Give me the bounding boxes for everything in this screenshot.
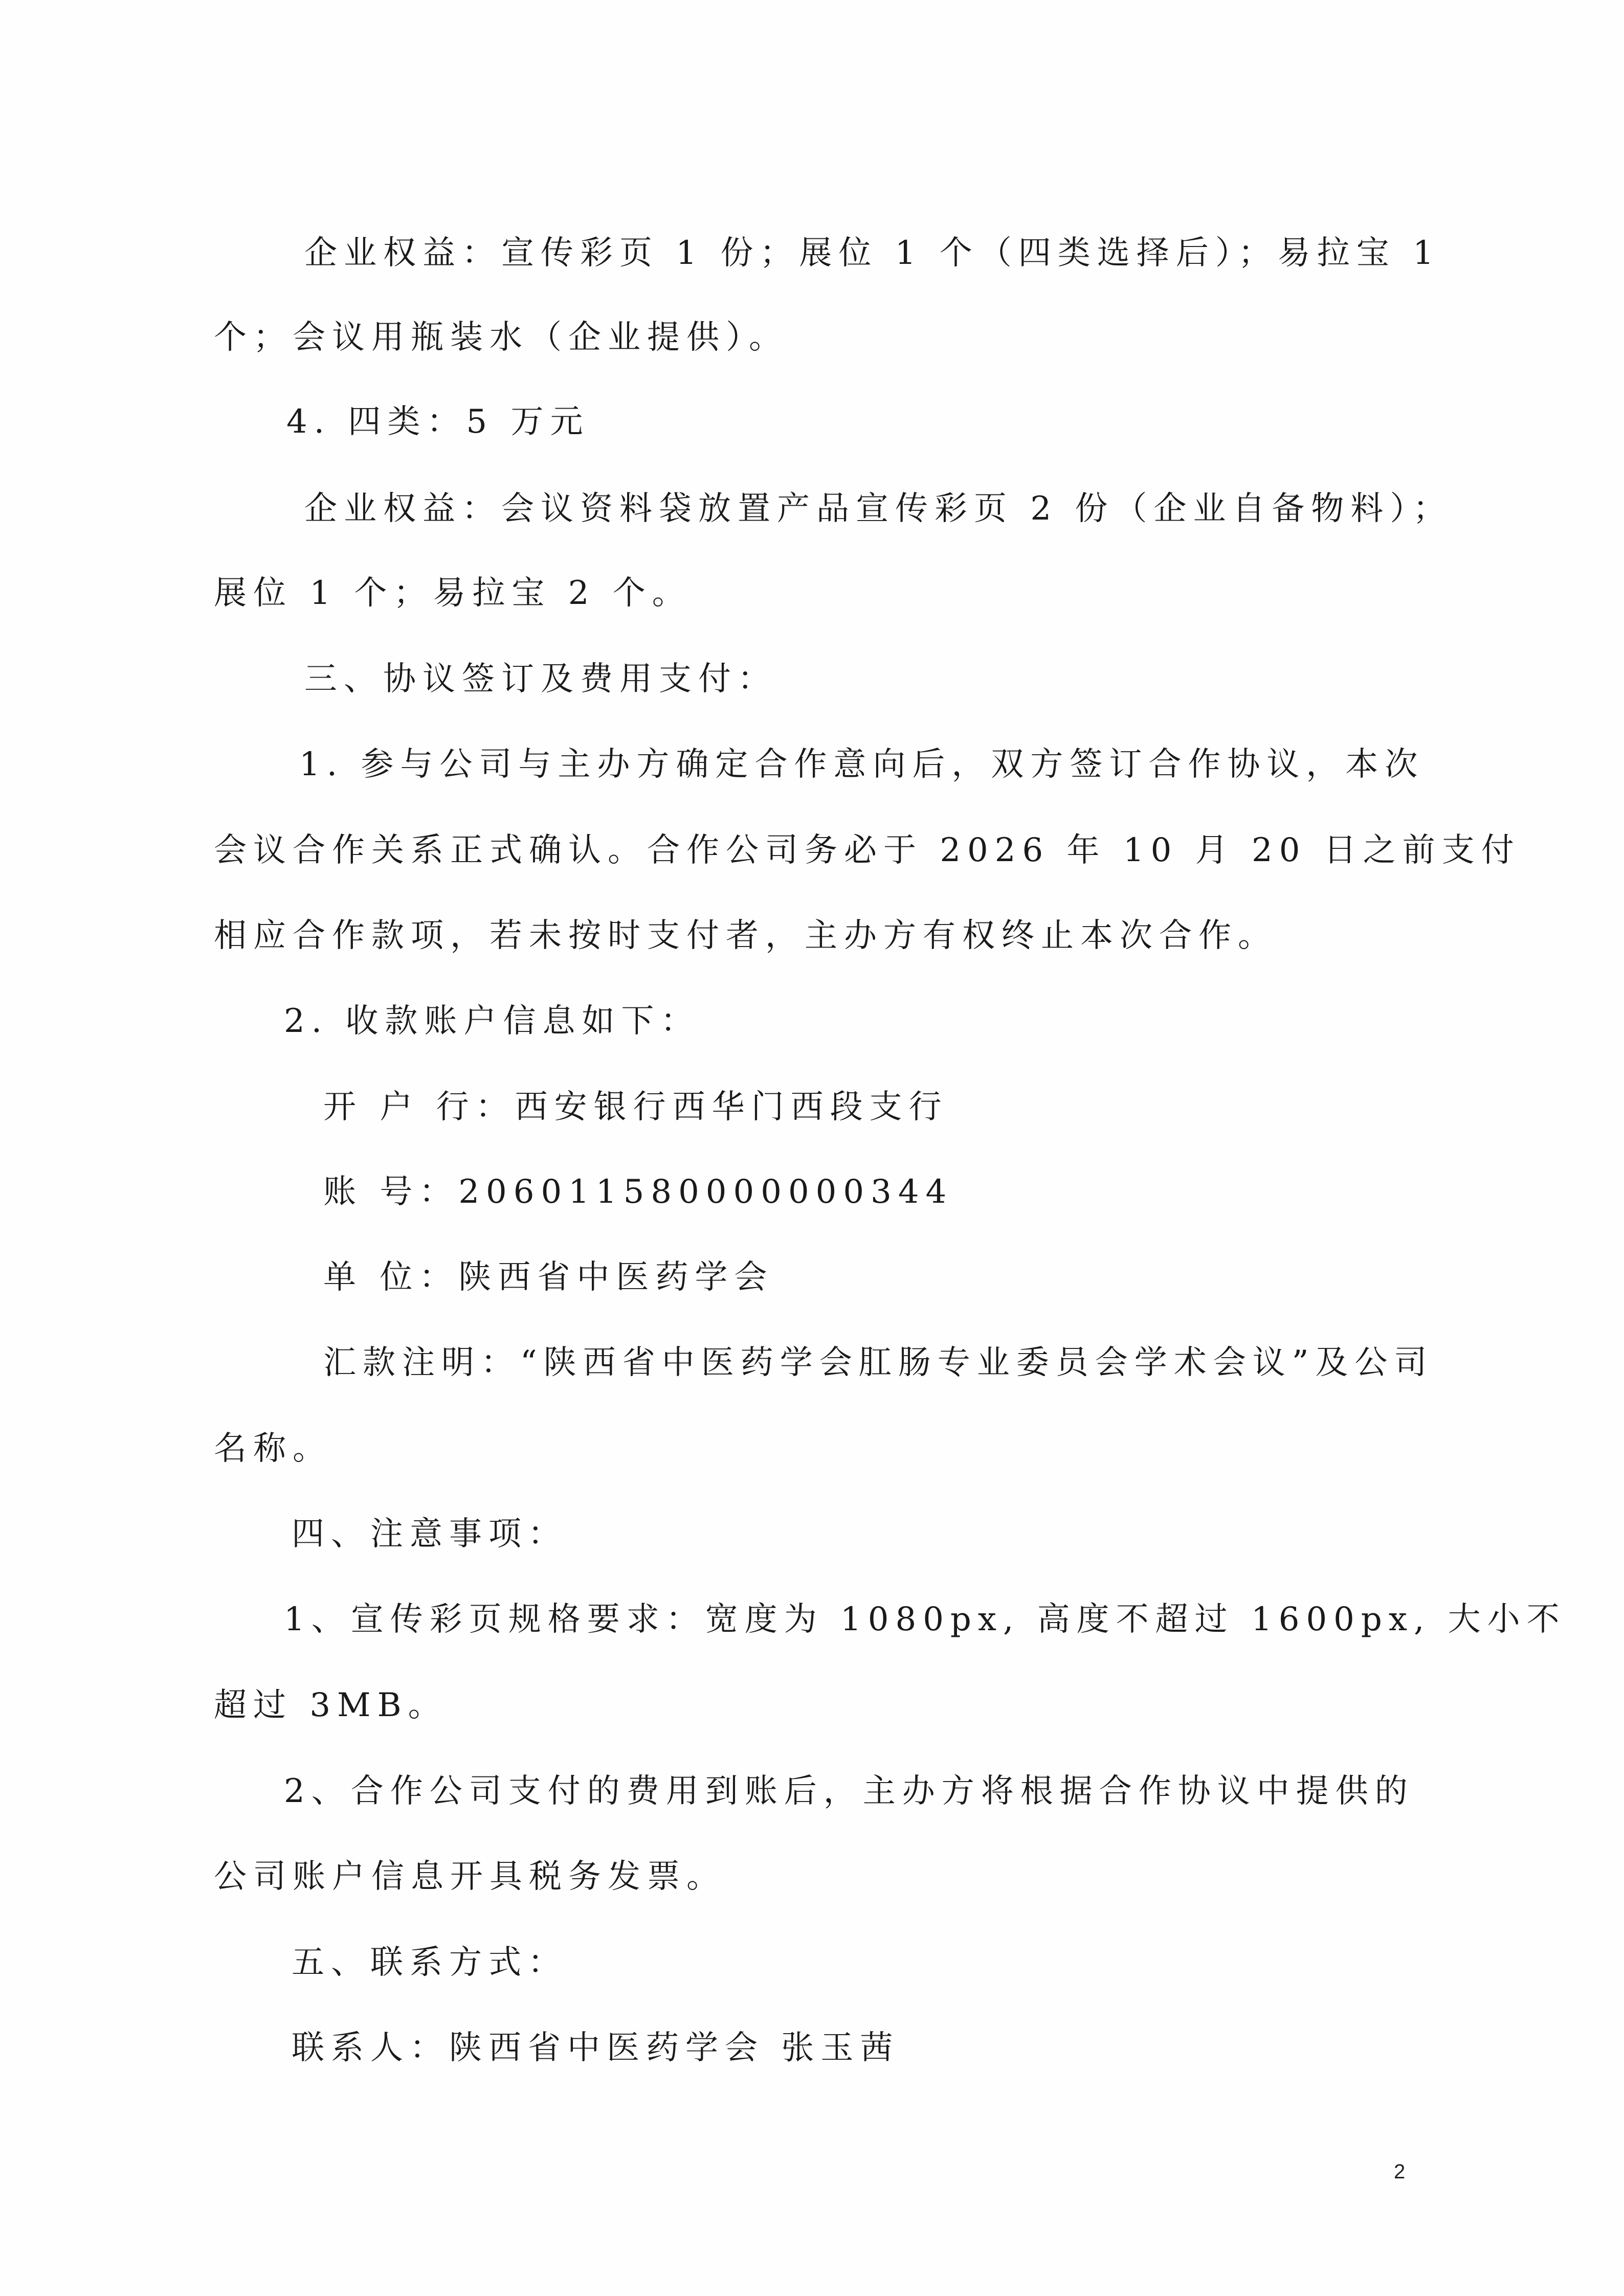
bank-name-line: 开 户 行：西安银行西华门西段支行 — [323, 1088, 948, 1126]
account-holder-line: 单 位：陕西省中医药学会 — [323, 1258, 774, 1296]
section-heading: 三、协议签订及费用支付： — [304, 660, 777, 698]
text-line: 相应合作款项，若未按时支付者，主办方有权终止本次合作。 — [214, 917, 1277, 955]
text-line: 会议合作关系正式确认。合作公司务必于 2026 年 10 月 20 日之前支付 — [214, 831, 1521, 869]
text-line: 个；会议用瓶装水（企业提供）。 — [214, 319, 788, 356]
account-number-line: 账 号：206011580000000344 — [323, 1173, 953, 1211]
text-line: 展位 1 个；易拉宝 2 个。 — [214, 574, 692, 612]
page-number: 2 — [1394, 2160, 1406, 2183]
text-line: 4. 四类：5 万元 — [286, 403, 590, 441]
contact-line: 联系人：陕西省中医药学会 张玉茜 — [292, 2029, 900, 2067]
text-line: 公司账户信息开具税务发票。 — [214, 1858, 726, 1896]
text-line: 2、合作公司支付的费用到账后，主办方将根据合作协议中提供的 — [284, 1772, 1414, 1810]
text-line: 1、宣传彩页规格要求：宽度为 1080px, 高度不超过 1600px, 大小不 — [284, 1601, 1566, 1638]
text-line: 企业权益：会议资料袋放置产品宣传彩页 2 份（企业自备物料）； — [304, 490, 1453, 528]
remittance-note-line: 汇款注明：“陕西省中医药学会肛肠专业委员会学术会议”及公司 — [323, 1344, 1434, 1382]
text-line: 名称。 — [214, 1430, 332, 1468]
text-line: 2. 收款账户信息如下： — [284, 1002, 700, 1040]
text-line: 1. 参与公司与主办方确定合作意向后，双方签订合作协议，本次 — [299, 746, 1425, 783]
text-line: 企业权益：宣传彩页 1 份；展位 1 个（四类选择后）；易拉宝 1 — [304, 234, 1440, 272]
section-heading: 四、注意事项： — [292, 1515, 567, 1553]
text-line: 超过 3MB。 — [214, 1686, 448, 1724]
section-heading: 五、联系方式： — [292, 1944, 567, 1982]
